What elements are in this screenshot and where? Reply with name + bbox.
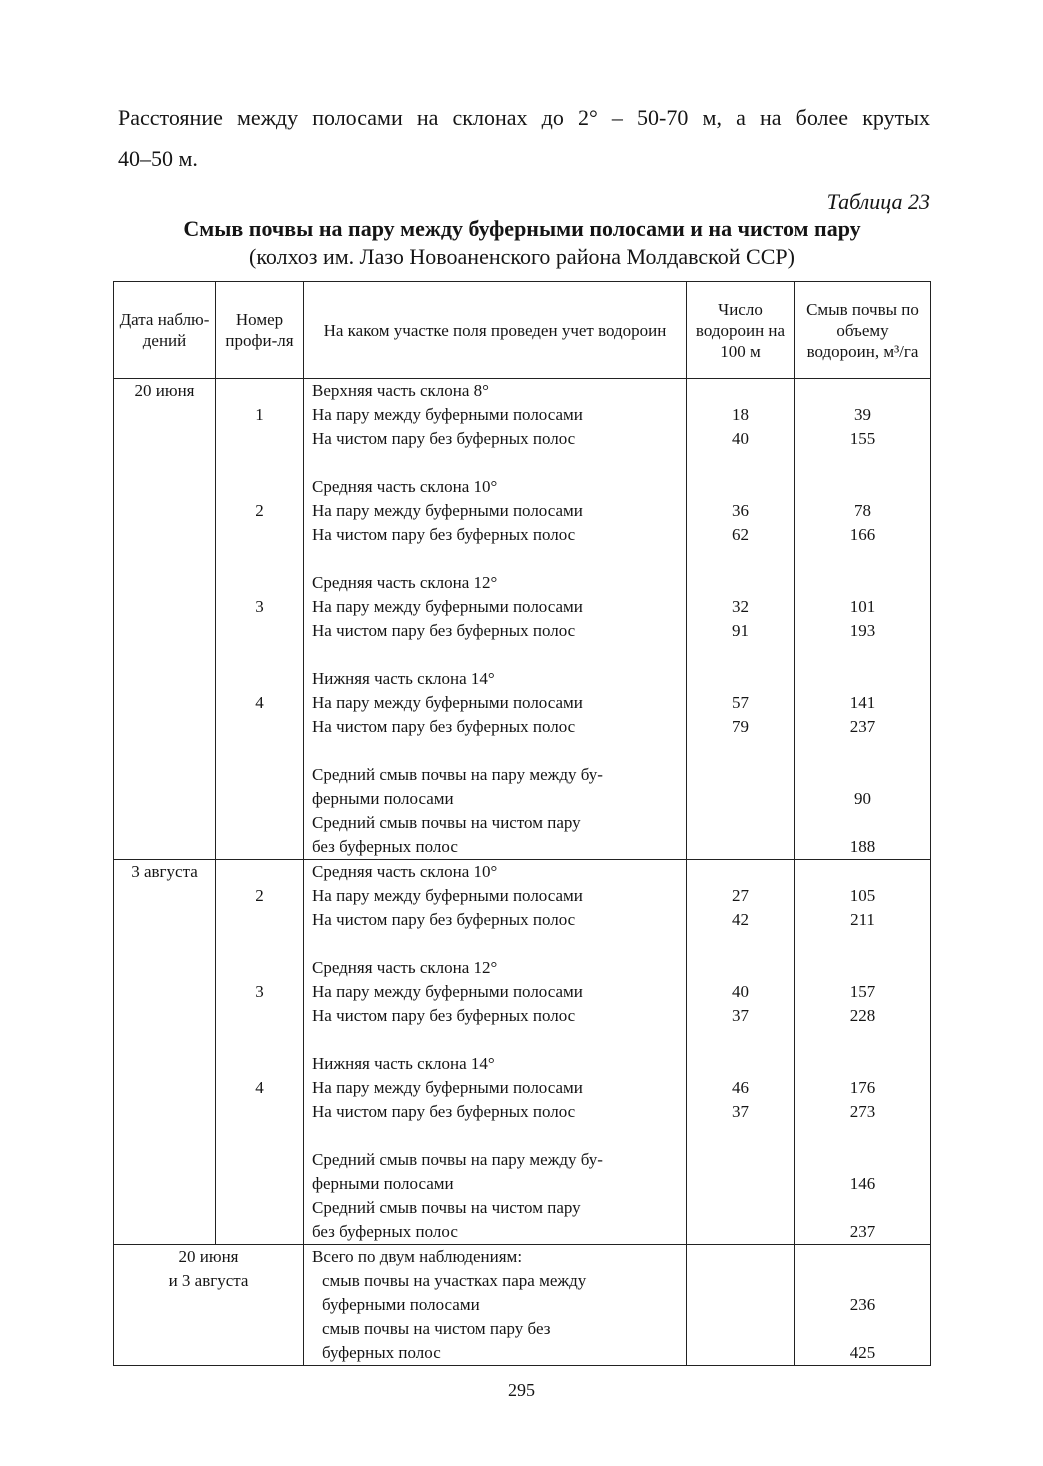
total-value: 425 [795, 1341, 931, 1366]
row-label: На пару между буферными полосами [304, 1076, 687, 1100]
gully-count: 62 [687, 523, 795, 547]
table-row [114, 980, 931, 1004]
total-date-line-1: 20 июня [114, 1245, 304, 1270]
table-caption: Таблица 23 [826, 189, 930, 214]
gully-count: 37 [687, 1100, 795, 1124]
profile-number: 3 [216, 980, 304, 1004]
gully-count: 40 [687, 427, 795, 451]
total-row-label: смыв почвы на участках пара между [304, 1269, 687, 1293]
table-row [114, 1341, 931, 1366]
profile-number: 4 [216, 691, 304, 715]
table-row [114, 379, 931, 404]
washout-value: 237 [795, 715, 931, 739]
slope-label: Нижняя часть склона 14° [304, 1052, 687, 1076]
table-row [114, 1293, 931, 1317]
washout-value: 155 [795, 427, 931, 451]
profile-number: 2 [216, 884, 304, 908]
table-row [114, 475, 931, 499]
total-date-line-2: и 3 августа [114, 1269, 304, 1293]
average-label: Средний смыв почвы на пару между бу- [304, 1148, 687, 1172]
total-row-label: буферными полосами [304, 1293, 687, 1317]
row-label: На чистом пару без буферных полос [304, 523, 687, 547]
group-august-3 [114, 860, 931, 1245]
table-row [114, 523, 931, 547]
gully-count: 36 [687, 499, 795, 523]
table-row [114, 667, 931, 691]
header-date: Дата наблю-дений [114, 282, 216, 379]
row-label: На пару между буферными полосами [304, 884, 687, 908]
gully-count: 79 [687, 715, 795, 739]
average-label: ферными полосами [304, 787, 687, 811]
profile-number: 2 [216, 499, 304, 523]
washout-value: 157 [795, 980, 931, 1004]
washout-value: 101 [795, 595, 931, 619]
row-label: На пару между буферными полосами [304, 499, 687, 523]
gully-count: 42 [687, 908, 795, 932]
intro-line-1: Расстояние между полосами на склонах до 2° – 50-70 м, а на более крутых [118, 105, 930, 130]
row-label: На чистом пару без буферных полос [304, 1100, 687, 1124]
washout-value: 176 [795, 1076, 931, 1100]
row-label: На чистом пару без буферных полос [304, 715, 687, 739]
header-washout: Смыв почвы по объему водороин, м³/га [795, 282, 931, 379]
table-row [114, 835, 931, 860]
average-value: 90 [795, 787, 931, 811]
table-row [114, 1004, 931, 1028]
average-value: 188 [795, 835, 931, 860]
table-row [114, 956, 931, 980]
table-row [114, 1052, 931, 1076]
washout-value: 228 [795, 1004, 931, 1028]
washout-value: 78 [795, 499, 931, 523]
table-row [114, 1196, 931, 1220]
table-row [114, 1245, 931, 1270]
gully-count: 46 [687, 1076, 795, 1100]
average-label: ферными полосами [304, 1172, 687, 1196]
table-header-row [114, 282, 931, 379]
gully-count: 18 [687, 403, 795, 427]
table-row [114, 1269, 931, 1293]
table-row [114, 1317, 931, 1341]
table-row [114, 427, 931, 451]
row-label: На чистом пару без буферных полос [304, 427, 687, 451]
table-row [114, 403, 931, 427]
washout-table [113, 281, 931, 1366]
slope-label: Средняя часть склона 12° [304, 956, 687, 980]
row-label: На чистом пару без буферных полос [304, 1004, 687, 1028]
row-label: На пару между буферными полосами [304, 980, 687, 1004]
average-label: без буферных полос [304, 1220, 687, 1245]
table-row [114, 908, 931, 932]
table-row [114, 787, 931, 811]
average-label: без буферных полос [304, 835, 687, 860]
table-row [114, 1172, 931, 1196]
gully-count: 37 [687, 1004, 795, 1028]
table-row [114, 811, 931, 835]
average-value: 237 [795, 1220, 931, 1245]
header-gullies: Число водороин на 100 м [687, 282, 795, 379]
table-row [114, 1076, 931, 1100]
row-label: На пару между буферными полосами [304, 595, 687, 619]
row-label: На пару между буферными полосами [304, 691, 687, 715]
washout-value: 211 [795, 908, 931, 932]
group-june-20 [114, 379, 931, 860]
average-label: Средний смыв почвы на чистом пару [304, 811, 687, 835]
table-row [114, 763, 931, 787]
gully-count: 57 [687, 691, 795, 715]
header-plot: На каком участке поля проведен учет водороин [304, 282, 687, 379]
gully-count: 40 [687, 980, 795, 1004]
table-row [114, 619, 931, 643]
table-row [114, 571, 931, 595]
table-subtitle: (колхоз им. Лазо Новоаненского района Молдавской ССР) [249, 244, 795, 269]
washout-value: 39 [795, 403, 931, 427]
row-label: На чистом пару без буферных полос [304, 619, 687, 643]
intro-line-2: 40–50 м. [118, 146, 198, 171]
table-row [114, 715, 931, 739]
washout-value: 166 [795, 523, 931, 547]
washout-value: 273 [795, 1100, 931, 1124]
page-number: 295 [508, 1380, 535, 1400]
date-cell: 20 июня [114, 379, 216, 404]
slope-label: Средняя часть склона 10° [304, 475, 687, 499]
profile-number: 4 [216, 1076, 304, 1100]
gully-count: 91 [687, 619, 795, 643]
profile-number: 3 [216, 595, 304, 619]
table-row [114, 1148, 931, 1172]
table-row [114, 884, 931, 908]
profile-number: 1 [216, 403, 304, 427]
slope-label: Средняя часть склона 10° [304, 860, 687, 885]
table-row [114, 595, 931, 619]
total-value: 236 [795, 1293, 931, 1317]
washout-value: 141 [795, 691, 931, 715]
group-total [114, 1245, 931, 1366]
table-row [114, 691, 931, 715]
slope-label: Верхняя часть склона 8° [304, 379, 687, 404]
header-profile: Номер профи-ля [216, 282, 304, 379]
gully-count: 32 [687, 595, 795, 619]
washout-value: 105 [795, 884, 931, 908]
gully-count: 27 [687, 884, 795, 908]
total-label: Всего по двум наблюдениям: [304, 1245, 687, 1270]
slope-label: Нижняя часть склона 14° [304, 667, 687, 691]
table-title: Смыв почвы на пару между буферными полосами и на чистом пару [183, 216, 861, 241]
washout-value: 193 [795, 619, 931, 643]
table-row [114, 860, 931, 885]
total-row-label: смыв почвы на чистом пару без [304, 1317, 687, 1341]
slope-label: Средняя часть склона 12° [304, 571, 687, 595]
table-row [114, 499, 931, 523]
total-row-label: буферных полос [304, 1341, 687, 1366]
row-label: На чистом пару без буферных полос [304, 908, 687, 932]
average-value: 146 [795, 1172, 931, 1196]
date-cell: 3 августа [114, 860, 216, 885]
average-label: Средний смыв почвы на пару между бу- [304, 763, 687, 787]
average-label: Средний смыв почвы на чистом пару [304, 1196, 687, 1220]
table-row [114, 1100, 931, 1124]
table-row [114, 1220, 931, 1245]
row-label: На пару между буферными полосами [304, 403, 687, 427]
